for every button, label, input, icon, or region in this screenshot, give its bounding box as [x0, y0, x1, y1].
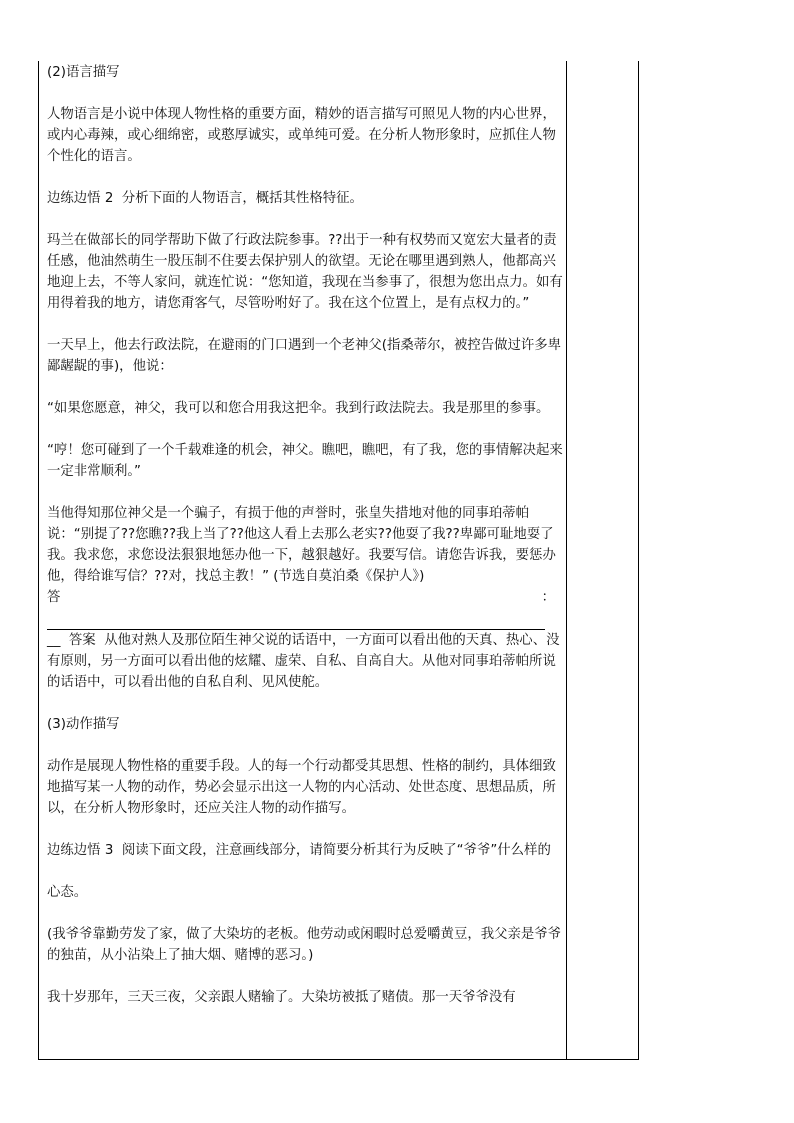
answer-line [47, 587, 565, 608]
exercise-prompt-continued: 心态。 [47, 885, 88, 900]
answer-text: 从他对熟人及那位陌生神父说的话语中，一方面可以看出他的天真、热心、没有原则，另一方面可以看出他的炫耀、虚荣、自私、自高自大。从他对同事珀蒂帕所说的话语中，可以看出他的自私自利、见风使舵。 [47, 633, 560, 690]
section-intro-action: 动作是展现人物性格的重要手段。人的每一个行动都受其思想、性格的制约，具体细致地描写某一人物的动作，势必会显示出这一人物的内心活动、处世态度、思想品质，所以，在分析人物形象时，还应关注人物的动作描写。 [47, 759, 556, 816]
passage-paragraph: 一天早上，他去行政法院，在避雨的门口遇到一个老神父(指桑蒂尔，被控告做过许多卑鄙龌龊的事)，他说： [47, 338, 562, 374]
exercise-label: 边练边悟 3 [47, 843, 114, 858]
table-border-middle [566, 61, 567, 1059]
exercise-prompt: 阅读下面文段，注意画线部分，请简要分析其行为反映了“爷爷”什么样的 [121, 843, 551, 858]
answer-label: 答 [47, 590, 61, 605]
answer-tag: 答案 [68, 633, 96, 648]
passage-paragraph: “如果您愿意，神父，我可以和您合用我这把伞。我到行政法院去。我是那里的参事。 [47, 401, 550, 416]
passage-paragraph: 玛兰在做部长的同学帮助下做了行政法院参事。??出于一种有权势而又宽宏大量者的责任感，他油然萌生一股压制不住要去保护别人的欲望。无论在哪里遇到熟人，他都高兴地迎上去，不等人家问，就连忙说：“您知道，我现在当参事了，很想为您出点力。如有用得着我的地方，请您甭客气，尽管吩咐好了。我在这个位置上，是有点权力的。” [47, 233, 563, 311]
exercise-prompt: 分析下面的人物语言，概括其性格特征。 [121, 191, 363, 206]
answer-paragraph [47, 630, 565, 693]
section-heading-action: (3)动作描写 [47, 717, 120, 732]
table-border-left [38, 61, 39, 1059]
section-heading-language: (2)语言描写 [47, 65, 120, 80]
answer-underline [47, 609, 545, 630]
answer-colon: ： [541, 590, 555, 605]
passage-paragraph: 当他得知那位神父是一个骗子，有损于他的声誉时，张皇失措地对他的同事珀蒂帕说：“别提了??您瞧??我上当了??他这人看上去那么老实??他耍了我??卑鄙可耻地耍了我。我求您，求您设法狠狠地惩办他一下，越狠越好。我要写信。请您告诉我，要惩办他，得给谁写信？??对，找总主教！” (节选自莫泊桑《保护人》) [47, 506, 556, 584]
exercise-3 [47, 840, 565, 861]
document-body [47, 62, 565, 1008]
exercise-label: 边练边悟 2 [47, 191, 114, 206]
passage-paragraph: (我爷爷靠勤劳发了家，做了大染坊的老板。他劳动或闲暇时总爱嚼黄豆，我父亲是爷爷的独苗，从小沾染上了抽大烟、赌博的恶习。) [47, 927, 562, 963]
section-intro-language: 人物语言是小说中体现人物性格的重要方面，精妙的语言描写可照见人物的内心世界，或内心毒辣，或心细绵密，或憨厚诚实，或单纯可爱。在分析人物形象时，应抓住人物个性化的语言。 [47, 107, 556, 164]
answer-blank: __ [47, 633, 61, 648]
exercise-2 [47, 188, 565, 209]
table-border-bottom [38, 1059, 639, 1060]
passage-paragraph: 我十岁那年，三天三夜，父亲跟人赌输了。大染坊被抵了赌债。那一天爷爷没有 [47, 990, 516, 1005]
table-border-right [638, 61, 639, 1059]
passage-paragraph: “哼！您可碰到了一个千载难逢的机会，神父。瞧吧，瞧吧，有了我，您的事情解决起来一定非常顺利。” [47, 443, 563, 479]
